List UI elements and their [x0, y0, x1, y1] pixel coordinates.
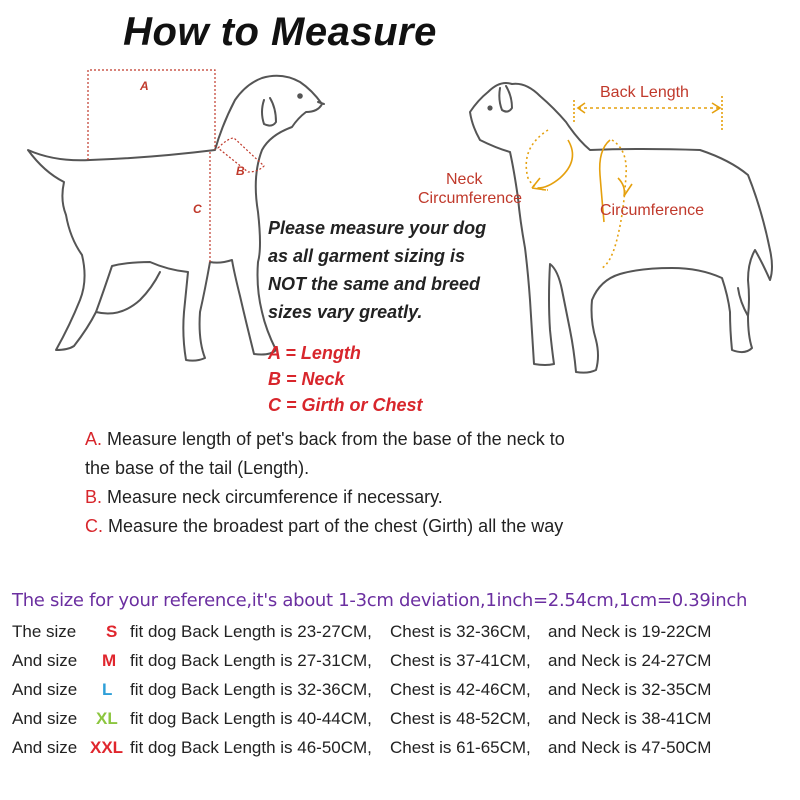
size-chest: Chest is 42-46CM, [390, 680, 531, 699]
size-code: L [102, 680, 113, 699]
size-chest: Chest is 37-41CM, [390, 651, 531, 670]
neck-label-line1: Neck [446, 171, 483, 188]
back-length-label: Back Length [600, 84, 689, 101]
legend-length: A = Length [268, 343, 361, 363]
size-back-length: fit dog Back Length is 27-31CM, [130, 651, 372, 670]
size-reference-heading: The size for your reference,it's about 1-3cm deviation,1inch=2.54cm,1cm=0.39inch [12, 590, 748, 611]
label-c: C [193, 202, 202, 216]
size-prefix: And size [12, 738, 78, 757]
size-code: M [102, 651, 117, 670]
note-line: sizes vary greatly. [268, 302, 423, 322]
note-line: as all garment sizing is [268, 246, 466, 266]
instruction-letter: B. [85, 487, 103, 507]
size-neck: and Neck is 32-35CM [548, 680, 712, 699]
size-back-length: fit dog Back Length is 40-44CM, [130, 709, 372, 728]
legend-girth: C = Girth or Chest [268, 395, 423, 415]
instructions [85, 425, 565, 541]
right-dog-outline [470, 83, 772, 373]
size-neck: and Neck is 38-41CM [548, 709, 712, 728]
size-code: S [106, 622, 118, 641]
size-code: XL [96, 709, 118, 728]
size-back-length: fit dog Back Length is 23-27CM, [130, 622, 372, 641]
instruction-line [85, 454, 565, 483]
instruction-text: Measure neck circumference if necessary. [102, 487, 443, 507]
circumference-label: Circumference [600, 202, 705, 219]
label-a: A [140, 79, 149, 93]
instruction-text: Measure the broadest part of the chest (Girth) all the way [103, 516, 564, 536]
size-prefix: And size [12, 680, 78, 699]
note-line: NOT the same and breed [268, 274, 481, 294]
instruction-letter: C. [85, 516, 103, 536]
note-line: Please measure your dog [268, 218, 487, 238]
instruction-line [85, 425, 565, 454]
size-neck: and Neck is 47-50CM [548, 738, 712, 757]
size-prefix: The size [12, 622, 77, 641]
size-chest: Chest is 61-65CM, [390, 738, 531, 757]
instruction-line [85, 512, 565, 541]
size-chest: Chest is 32-36CM, [390, 622, 531, 641]
size-prefix: And size [12, 709, 78, 728]
instruction-line [85, 483, 565, 512]
size-neck: and Neck is 19-22CM [548, 622, 712, 641]
measure-legend [268, 340, 423, 418]
neck-label-line2: Circumference [418, 190, 523, 207]
instruction-text: Measure length of pet's back from the base of the neck to [102, 429, 565, 449]
instruction-letter: A. [85, 429, 103, 449]
measure-note [268, 214, 486, 326]
instruction-text: the base of the tail (Length). [85, 458, 310, 478]
size-code: XXL [90, 738, 124, 757]
page-title: How to Measure [123, 10, 437, 54]
label-b: B [236, 164, 245, 178]
size-prefix: And size [12, 651, 78, 670]
size-chest: Chest is 48-52CM, [390, 709, 531, 728]
right-dog-measure-lines [526, 96, 722, 268]
size-back-length: fit dog Back Length is 32-36CM, [130, 680, 372, 699]
size-back-length: fit dog Back Length is 46-50CM, [130, 738, 372, 757]
size-neck: and Neck is 24-27CM [548, 651, 712, 670]
legend-neck: B = Neck [268, 369, 345, 389]
